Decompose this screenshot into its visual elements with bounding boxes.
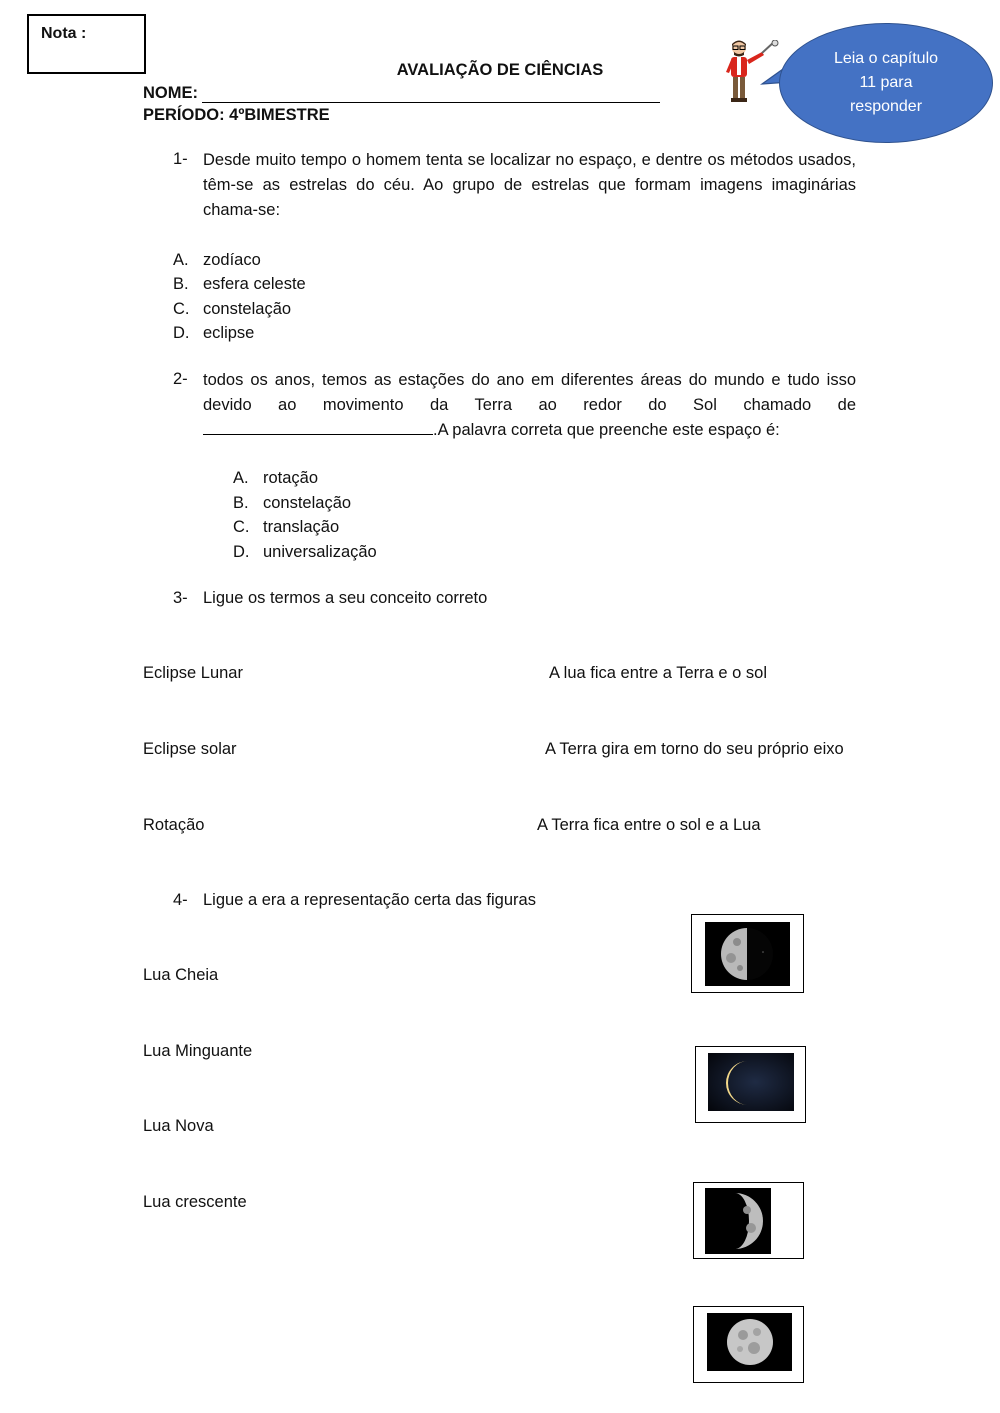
q1-options [173, 248, 306, 345]
moon-image-4[interactable] [693, 1306, 804, 1383]
q3-right-term-3[interactable]: A Terra fica entre o sol e a Lua [537, 816, 761, 834]
moon-image-3[interactable] [693, 1182, 804, 1259]
q4-term-3[interactable]: Lua Nova [143, 1117, 214, 1135]
thin-crescent-moon-icon [708, 1053, 794, 1111]
name-line [143, 84, 660, 103]
moon-image-1[interactable] [691, 914, 804, 993]
half-moon-left-lit-icon [705, 922, 790, 986]
q3-right-term-2[interactable]: A Terra gira em torno do seu próprio eixo [545, 740, 844, 758]
bubble-line-2: 11 para [859, 74, 913, 91]
q2-line-3: .A palavra correta que preenche este espaço é: [203, 418, 856, 443]
bubble-line-1: Leia o capítulo [833, 50, 939, 67]
q1-text [203, 148, 856, 223]
full-moon-icon [707, 1313, 792, 1371]
name-field[interactable] [202, 86, 660, 103]
nota-label: Nota : [41, 25, 87, 42]
q2-number: 2- [173, 370, 188, 388]
q3-text: Ligue os termos a seu conceito correto [203, 589, 488, 607]
q3-number: 3- [173, 589, 188, 607]
q2-option-c[interactable]: C. translação [233, 518, 340, 536]
q1-option-d[interactable]: D. eclipse [173, 323, 255, 342]
q2-text [203, 368, 856, 443]
q1-line-2: têm-se as estrelas do céu. Ao grupo de estrelas que formam imagens imaginárias [203, 176, 856, 194]
q4-text: Ligue a era a representação certa das figuras [203, 891, 536, 909]
q3-left-term-2[interactable]: Eclipse solar [143, 740, 237, 758]
q1-number: 1- [173, 150, 188, 168]
q4-number: 4- [173, 891, 188, 909]
q2-blank-field[interactable] [203, 420, 433, 435]
q2-options [233, 466, 377, 564]
q1-option-b[interactable]: B. esfera celeste [173, 275, 306, 294]
page-title: AVALIAÇÃO DE CIÊNCIAS [396, 61, 604, 79]
q1-option-a[interactable]: A. zodíaco [173, 251, 261, 269]
q3-left-term-3[interactable]: Rotação [143, 816, 205, 834]
q2-line-2: devido ao movimento da Terra ao redor do Sol chamado de [203, 396, 856, 414]
q3-right-term-1[interactable]: A lua fica entre a Terra e o sol [549, 664, 767, 682]
q1-option-c[interactable]: C. constelação [173, 299, 292, 318]
half-moon-right-lit-icon [705, 1188, 771, 1254]
moon-image-2[interactable] [695, 1046, 806, 1123]
q1-line-1: Desde muito tempo o homem tenta se localizar no espaço, e dentre os métodos usados, [203, 151, 856, 169]
q3-left-term-1[interactable]: Eclipse Lunar [143, 664, 243, 682]
period-label: PERÍODO: 4ºBIMESTRE [143, 106, 330, 124]
q2-option-a[interactable]: A. rotação [233, 469, 319, 487]
q2-option-b[interactable]: B. constelação [233, 493, 352, 512]
speech-bubble [779, 23, 993, 143]
q4-term-2[interactable]: Lua Minguante [143, 1042, 253, 1060]
q4-term-1[interactable]: Lua Cheia [143, 966, 219, 984]
name-label: NOME: [143, 84, 198, 102]
bubble-line-3: responder [849, 98, 923, 115]
q1-line-3: chama-se: [203, 201, 281, 219]
q2-line-1: todos os anos, temos as estações do ano em diferentes áreas do mundo e tudo isso [203, 371, 856, 389]
q4-term-4[interactable]: Lua crescente [143, 1193, 247, 1211]
q2-option-d[interactable]: D. universalização [233, 542, 377, 561]
